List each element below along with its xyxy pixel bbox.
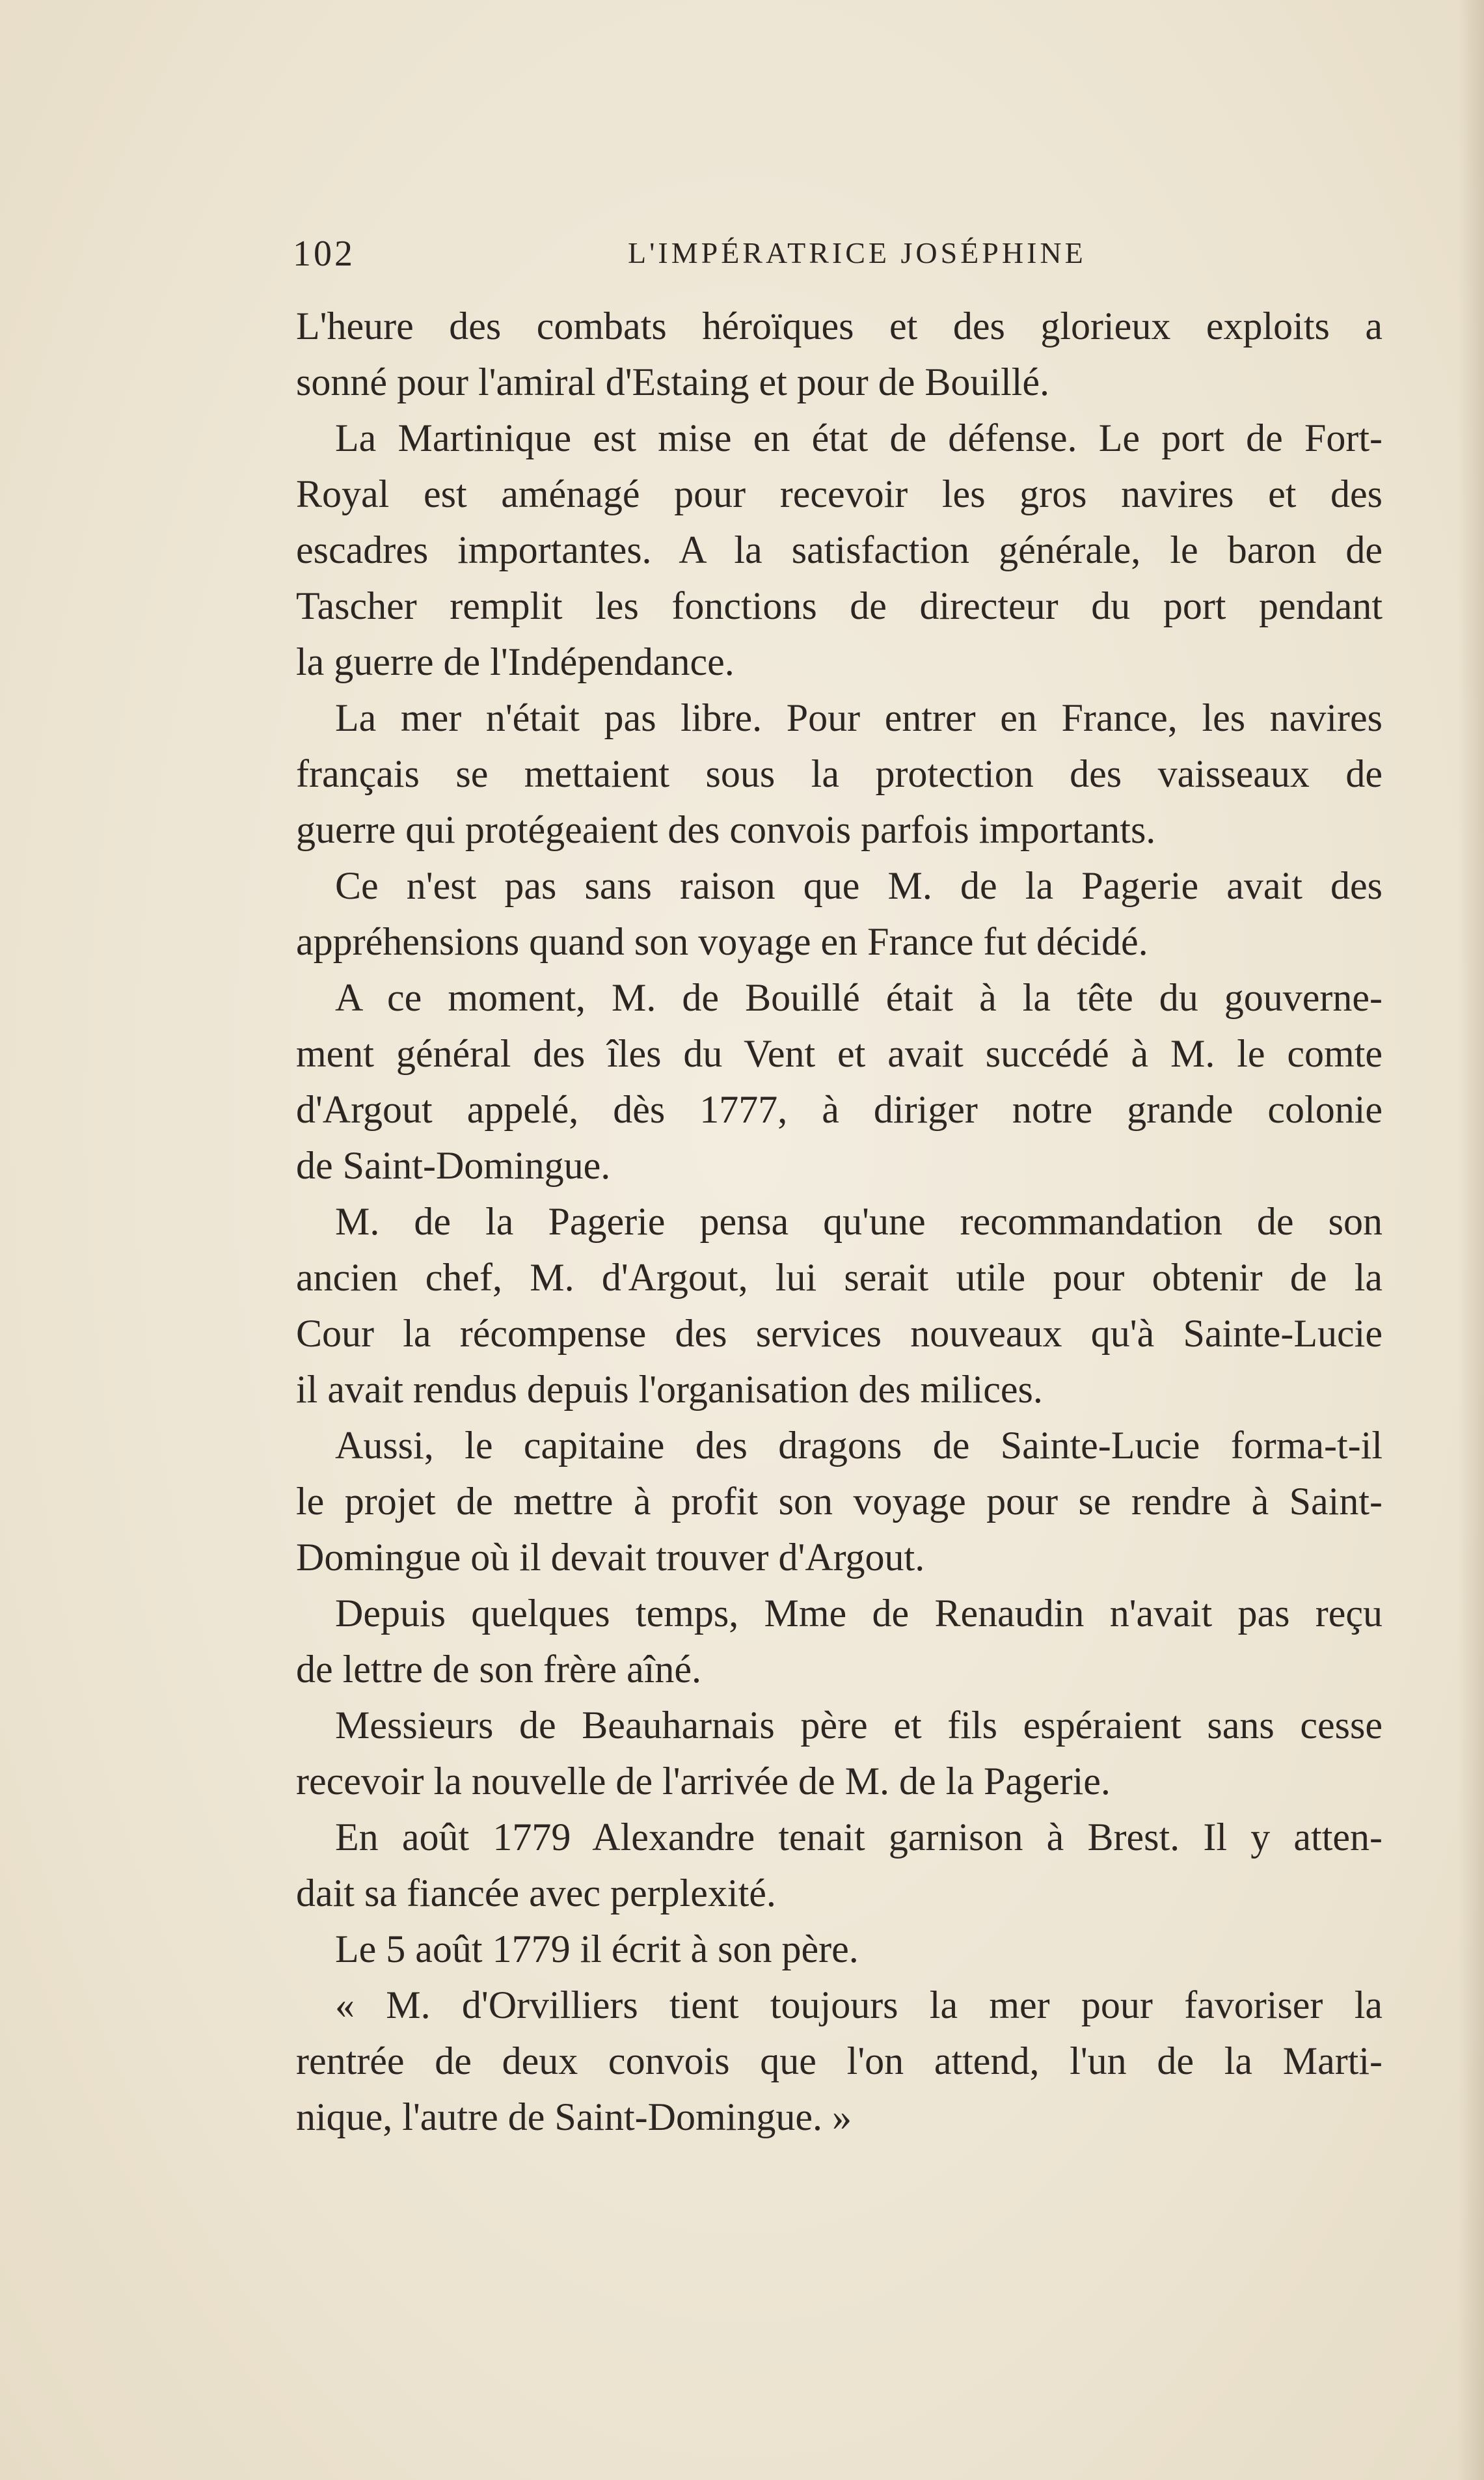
- text-line: appréhensions quand son voyage en France fut décidé.: [296, 920, 1148, 963]
- text-line: L'heure des combats héroïques et des glorieux exploits a: [296, 305, 1383, 347]
- text-line: ment général des îles du Vent et avait succédé à M. le comte: [296, 1032, 1383, 1075]
- text-line: recevoir la nouvelle de l'arrivée de M. de la Pagerie.: [296, 1760, 1111, 1803]
- page-header: [293, 233, 1386, 279]
- text-line: « M. d'Orvilliers tient toujours la mer pour favoriser la: [335, 1983, 1383, 2026]
- text-line: de lettre de son frère aîné.: [296, 1648, 701, 1691]
- text-line: la guerre de l'Indépendance.: [296, 640, 735, 683]
- text-line: d'Argout appelé, dès 1777, à diriger notre grande colonie: [296, 1088, 1383, 1131]
- text-line: Depuis quelques temps, Mme de Renaudin n'avait pas reçu: [335, 1592, 1383, 1635]
- text-line: M. de la Pagerie pensa qu'une recommandation de son: [335, 1200, 1383, 1243]
- text-line: Domingue où il devait trouver d'Argout.: [296, 1536, 925, 1579]
- text-line: nique, l'autre de Saint-Domingue. »: [296, 2095, 852, 2138]
- text-line: Ce n'est pas sans raison que M. de la Pagerie avait des: [335, 864, 1383, 907]
- text-line: de Saint-Domingue.: [296, 1144, 611, 1187]
- text-line: dait sa fiancée avec perplexité.: [296, 1872, 776, 1915]
- running-title: L'IMPÉRATRICE JOSÉPHINE: [628, 236, 1086, 269]
- text-line: il avait rendus depuis l'organisation des milices.: [296, 1368, 1043, 1411]
- page-number: 102: [293, 234, 355, 274]
- page-edge-shadow: [1458, 0, 1484, 2480]
- text-line: La Martinique est mise en état de défense. Le port de Fort-: [335, 416, 1383, 459]
- text-line: le projet de mettre à profit son voyage pour se rendre à Saint-: [296, 1480, 1383, 1523]
- text-line: En août 1779 Alexandre tenait garnison à Brest. Il y atten-: [335, 1816, 1383, 1859]
- text-line: français se mettaient sous la protection des vaisseaux de: [296, 752, 1383, 795]
- text-line: sonné pour l'amiral d'Estaing et pour de Bouillé.: [296, 361, 1050, 403]
- text-line: Royal est aménagé pour recevoir les gros navires et des: [296, 472, 1383, 515]
- text-line: Messieurs de Beauharnais père et fils espéraient sans cesse: [335, 1704, 1383, 1747]
- text-line: A ce moment, M. de Bouillé était à la tête du gouverne-: [335, 976, 1383, 1019]
- text-line: Tascher remplit les fonctions de directeur du port pendant: [296, 584, 1383, 627]
- text-line: ancien chef, M. d'Argout, lui serait utile pour obtenir de la: [296, 1256, 1383, 1299]
- text-line: Aussi, le capitaine des dragons de Sainte-Lucie forma-t-il: [335, 1424, 1383, 1467]
- body-text: [296, 298, 1383, 2145]
- text-line: Cour la récompense des services nouveaux qu'à Sainte-Lucie: [296, 1312, 1383, 1355]
- text-line: La mer n'était pas libre. Pour entrer en France, les navires: [335, 696, 1383, 739]
- text-line: escadres importantes. A la satisfaction générale, le baron de: [296, 528, 1383, 571]
- text-line: Le 5 août 1779 il écrit à son père.: [335, 1928, 859, 1970]
- text-line: guerre qui protégeaient des convois parfois importants.: [296, 808, 1156, 851]
- text-line: rentrée de deux convois que l'on attend, l'un de la Marti-: [296, 2039, 1383, 2082]
